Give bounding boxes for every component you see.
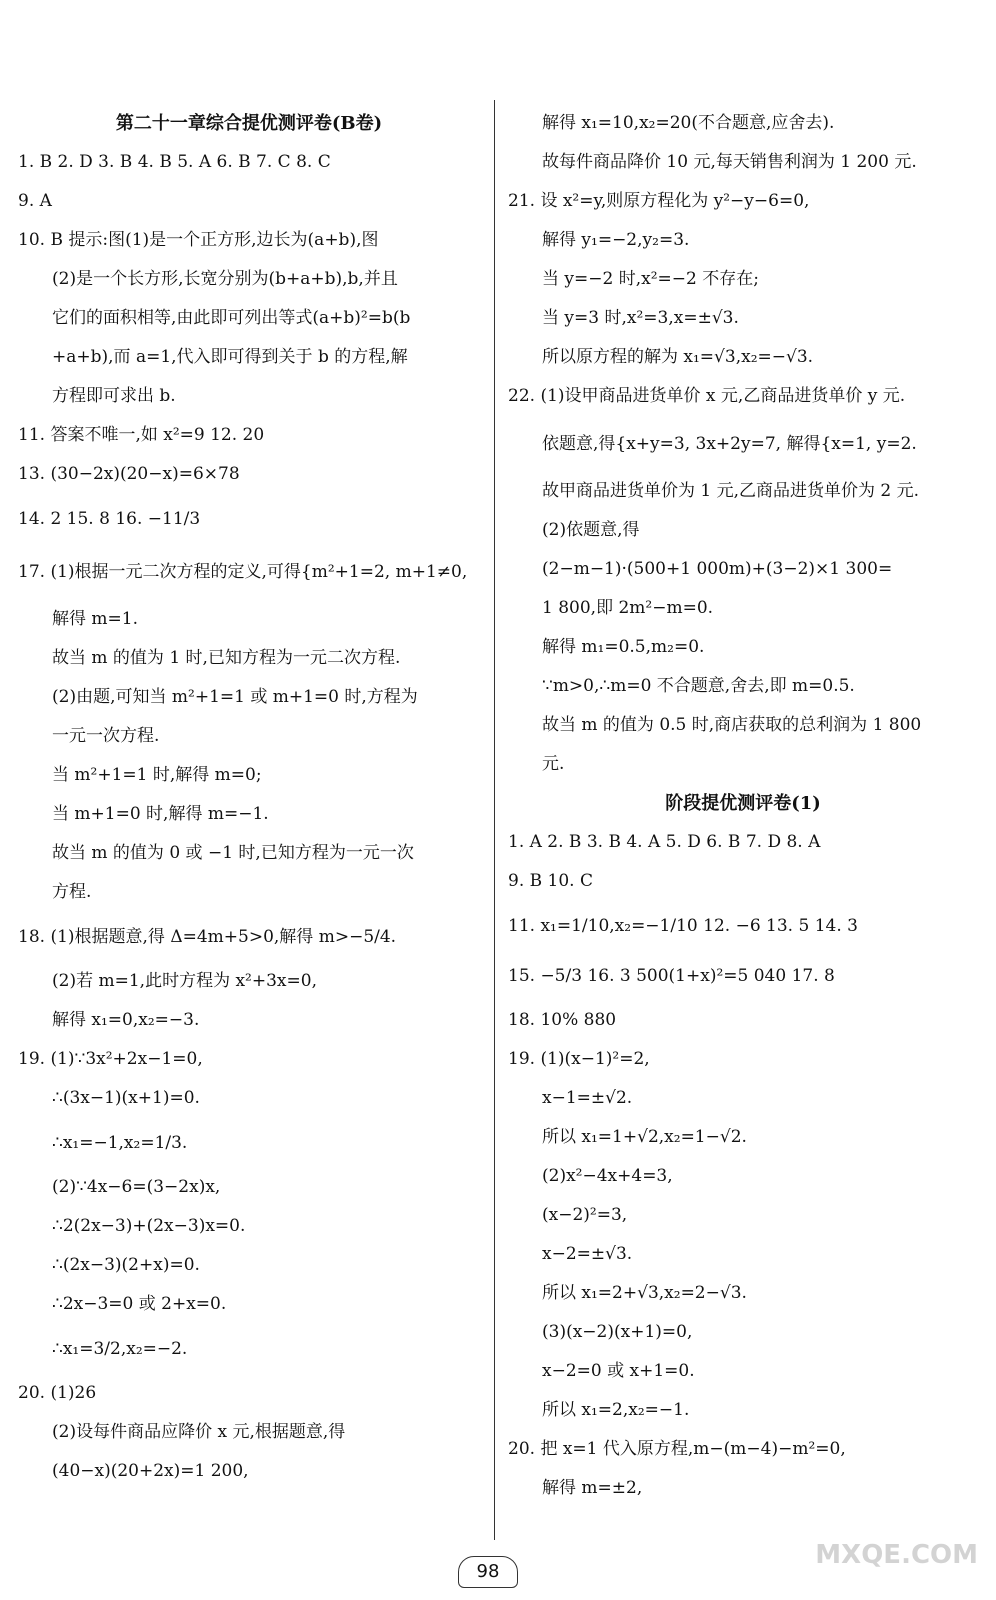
answer-line: 18. 10% 880 <box>508 1010 617 1030</box>
answer-line: 解得 m=1. <box>52 609 138 629</box>
answer-line: 13. (30−2x)(20−x)=6×78 <box>18 464 240 484</box>
answer-line: (2−m−1)·(500+1 000m)+(3−2)×1 300= <box>542 559 893 579</box>
answer-line: 故当 m 的值为 0.5 时,商店获取的总利润为 1 800 <box>542 715 922 735</box>
answer-line: 20. 把 x=1 代入原方程,m−(m−4)−m²=0, <box>508 1439 846 1459</box>
answer-line: +a+b),而 a=1,代入即可得到关于 b 的方程,解 <box>52 347 408 367</box>
answer-line: (3)(x−2)(x+1)=0, <box>542 1322 693 1342</box>
answer-line: 19. (1)∵3x²+2x−1=0, <box>18 1049 203 1069</box>
answer-line: 解得 m₁=0.5,m₂=0. <box>542 637 705 657</box>
answer-line: 解得 y₁=−2,y₂=3. <box>542 230 690 250</box>
left-column <box>18 104 480 1491</box>
answer-line: (2)依题意,得 <box>542 520 640 540</box>
answer-line: (2)∵4x−6=(3−2x)x, <box>52 1177 221 1197</box>
answer-line: 9. A <box>18 191 52 211</box>
answer-line: 19. (1)(x−1)²=2, <box>508 1049 650 1069</box>
answer-line: 所以原方程的解为 x₁=√3,x₂=−√3. <box>542 347 814 367</box>
answer-line: (2)由题,可知当 m²+1=1 或 m+1=0 时,方程为 <box>52 687 418 707</box>
answer-line: x−2=±√3. <box>542 1244 633 1264</box>
answer-line: ∴2x−3=0 或 2+x=0. <box>52 1294 227 1314</box>
answer-line: ∴x₁=−1,x₂=1/3. <box>52 1133 188 1153</box>
answer-line: 14. 2 15. 8 16. −11/3 <box>18 509 201 529</box>
answer-line: 10. B 提示:图(1)是一个正方形,边长为(a+b),图 <box>18 230 379 250</box>
answer-line: 11. x₁=1/10,x₂=−1/10 12. −6 13. 5 14. 3 <box>508 916 858 936</box>
answer-line: x−2=0 或 x+1=0. <box>542 1361 695 1381</box>
answer-line: (2)是一个长方形,长宽分别为(b+a+b),b,并且 <box>52 269 398 289</box>
answer-line: 它们的面积相等,由此即可列出等式(a+b)²=b(b <box>52 308 411 328</box>
answer-line: x−1=±√2. <box>542 1088 633 1108</box>
answer-line: (x−2)²=3, <box>542 1205 628 1225</box>
section-title: 阶段提优测评卷(1) <box>665 793 821 814</box>
answer-line: 当 m²+1=1 时,解得 m=0; <box>52 765 262 785</box>
answer-line: 方程即可求出 b. <box>52 386 176 406</box>
section-title: 第二十一章综合提优测评卷(B卷) <box>115 113 383 134</box>
answer-line: (2)设每件商品应降价 x 元,根据题意,得 <box>52 1422 346 1442</box>
answer-line: 21. 设 x²=y,则原方程化为 y²−y−6=0, <box>508 191 810 211</box>
answer-line: 1 800,即 2m²−m=0. <box>542 598 714 618</box>
answer-line: 1. B 2. D 3. B 4. B 5. A 6. B 7. C 8. C <box>18 152 331 172</box>
column-divider <box>494 100 495 1540</box>
answer-line: 一元一次方程. <box>52 726 160 746</box>
answer-line: 9. B 10. C <box>508 871 593 891</box>
answer-line: (2)x²−4x+4=3, <box>542 1166 673 1186</box>
answer-line: 当 y=3 时,x²=3,x=±√3. <box>542 308 739 328</box>
answer-line: 1. A 2. B 3. B 4. A 5. D 6. B 7. D 8. A <box>508 832 821 852</box>
answer-line: ∵m>0,∴m=0 不合题意,舍去,即 m=0.5. <box>542 676 855 696</box>
answer-line: ∴x₁=3/2,x₂=−2. <box>52 1339 188 1359</box>
answer-line: ∴2(2x−3)+(2x−3)x=0. <box>52 1216 246 1236</box>
answer-line: 当 m+1=0 时,解得 m=−1. <box>52 804 269 824</box>
answer-line: 解得 x₁=0,x₂=−3. <box>52 1010 200 1030</box>
answer-line: 故当 m 的值为 0 或 −1 时,已知方程为一元一次 <box>52 843 414 863</box>
answer-line: 元. <box>542 754 565 774</box>
answer-line: 18. (1)根据题意,得 Δ=4m+5>0,解得 m>−5/4. <box>18 927 397 947</box>
answer-line: 解得 m=±2, <box>542 1478 643 1498</box>
answer-line: (2)若 m=1,此时方程为 x²+3x=0, <box>52 971 317 991</box>
answer-line: 17. (1)根据一元二次方程的定义,可得{m²+1=2, m+1≠0, <box>18 562 468 582</box>
answer-line: 故甲商品进货单价为 1 元,乙商品进货单价为 2 元. <box>542 481 920 501</box>
answer-line: 15. −5/3 16. 3 500(1+x)²=5 040 17. 8 <box>508 966 835 986</box>
answer-line: 所以 x₁=1+√2,x₂=1−√2. <box>542 1127 747 1147</box>
answer-line: 11. 答案不唯一,如 x²=9 12. 20 <box>18 425 265 445</box>
answer-line: ∴(2x−3)(2+x)=0. <box>52 1255 200 1275</box>
answer-line: 所以 x₁=2,x₂=−1. <box>542 1400 690 1420</box>
answer-line: (40−x)(20+2x)=1 200, <box>52 1461 249 1481</box>
answer-line: 方程. <box>52 882 92 902</box>
answer-line: 22. (1)设甲商品进货单价 x 元,乙商品进货单价 y 元. <box>508 386 906 406</box>
answer-line: 所以 x₁=2+√3,x₂=2−√3. <box>542 1283 747 1303</box>
watermark-logo: MXQE.COM <box>815 1540 978 1570</box>
answer-line: 故每件商品降价 10 元,每天销售利润为 1 200 元. <box>542 152 917 172</box>
answer-line: 解得 x₁=10,x₂=20(不合题意,应舍去). <box>542 113 835 133</box>
right-column <box>508 104 978 1508</box>
answer-line: ∴(3x−1)(x+1)=0. <box>52 1088 200 1108</box>
answer-line: 依题意,得{x+y=3, 3x+2y=7, 解得{x=1, y=2. <box>542 434 917 454</box>
page-number: 98 <box>458 1556 518 1588</box>
answer-line: 当 y=−2 时,x²=−2 不存在; <box>542 269 759 289</box>
answer-line: 20. (1)26 <box>18 1383 97 1403</box>
answer-line: 故当 m 的值为 1 时,已知方程为一元二次方程. <box>52 648 401 668</box>
